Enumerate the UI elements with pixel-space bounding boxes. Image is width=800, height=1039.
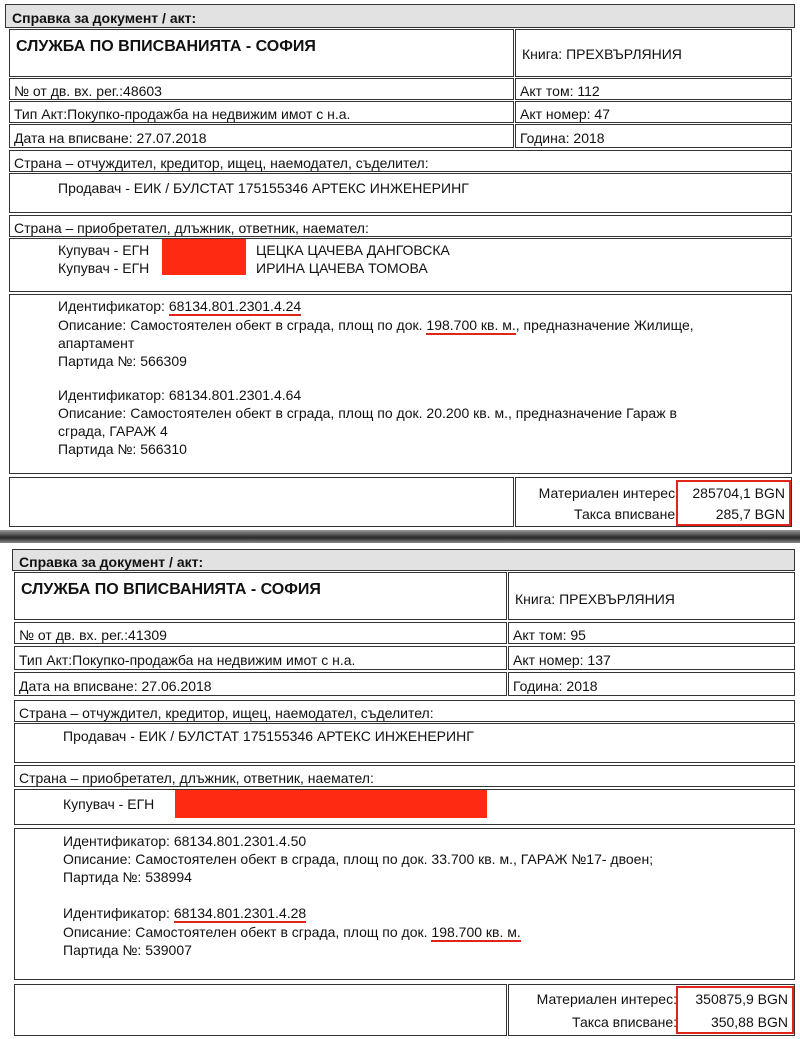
interest-value: 350875,9 BGN [695, 991, 788, 1007]
empty-cell [9, 477, 514, 527]
act-no: Акт номер: 47 [520, 106, 610, 122]
description-text-end: , предназначение Жилище, [515, 317, 694, 333]
document-2 [0, 543, 800, 1039]
description-text: Описание: Самостоятелен обект в сграда, площ по док. [58, 317, 427, 333]
party2-label: Страна – приобретател, длъжник, ответник, наемател: [19, 770, 374, 786]
act-vol-cell [508, 622, 795, 644]
property-2-lot: Партида №: 566310 [58, 441, 187, 457]
redaction-block [162, 239, 246, 275]
act-type-cell [9, 101, 514, 123]
buyer-2-prefix: Купувач - ЕГН [58, 260, 150, 276]
seller-cell [14, 723, 795, 763]
highlight-box [676, 480, 791, 526]
property-1-lot: Партида №: 538994 [63, 869, 192, 885]
seller-cell [9, 173, 792, 213]
area-underlined: 198.700 кв. м. [426, 317, 516, 333]
act-type: Тип Акт:Покупко-продажба на недвижим имот с н.а. [14, 106, 351, 122]
office-title: СЛУЖБА ПО ВПИСВАНИЯТА - СОФИЯ [21, 581, 321, 598]
fee-value: 285,7 BGN [715, 506, 785, 522]
seller: Продавач - ЕИК / БУЛСТАТ 175155346 АРТЕКС ИНЖЕНЕРИНГ [63, 728, 474, 744]
act-vol: Акт том: 95 [513, 627, 586, 643]
interest-label: Материален интерес: [536, 991, 677, 1007]
year-cell [515, 124, 792, 148]
party1-label-cell [14, 700, 795, 722]
header-title: Справка за документ / акт: [12, 10, 197, 26]
act-type-cell [14, 646, 507, 670]
property-cell [9, 294, 792, 474]
header-bar [5, 4, 795, 28]
fee-label: Такса вписване: [574, 506, 679, 522]
book-cell [508, 572, 795, 620]
highlight-box [676, 986, 794, 1034]
reg-no-cell [14, 622, 507, 644]
entry-date: Дата на вписване: 27.07.2018 [14, 130, 207, 146]
book-label: Книга: ПРЕХВЪРЛЯНИЯ [522, 46, 682, 62]
interest-label: Материален интерес: [538, 485, 679, 501]
reg-no: № от дв. вх. рег.:41309 [19, 627, 167, 643]
property-2-lot: Партида №: 539007 [63, 942, 192, 958]
header-bar [12, 549, 795, 571]
property-1-description: Описание: Самостоятелен обект в сграда, площ по док. 33.700 кв. м., ГАРАЖ №17- двоен; [63, 851, 654, 867]
entry-date: Дата на вписване: 27.06.2018 [19, 678, 212, 694]
property-cell [14, 828, 795, 980]
act-no-cell [515, 101, 792, 123]
fees-cell [515, 477, 792, 527]
act-vol: Акт том: 112 [520, 83, 600, 99]
reg-no: № от дв. вх. рег.:48603 [14, 83, 162, 99]
fee-value: 350,88 BGN [710, 1014, 788, 1030]
identifier-underlined: 68134.801.2301.4.24 [168, 298, 302, 314]
fees-cell [508, 984, 795, 1036]
act-no: Акт номер: 137 [513, 652, 611, 668]
buyer-1-prefix: Купувач - ЕГН [63, 796, 155, 812]
identifier-underlined: 68134.801.2301.4.28 [173, 905, 307, 921]
office-cell [14, 572, 507, 620]
act-no-cell [508, 646, 795, 670]
date-cell [14, 672, 507, 696]
party1-label-cell [9, 150, 792, 172]
property-2-identifier [63, 905, 306, 921]
property-1-lot: Партида №: 566309 [58, 353, 187, 369]
buyer-2-name: ИРИНА ЦАЧЕВА ТОМОВА [256, 260, 428, 276]
reg-no-cell [9, 78, 514, 100]
date-cell [9, 124, 514, 148]
header-title: Справка за документ / акт: [19, 554, 204, 570]
fee-label: Такса вписване: [572, 1014, 677, 1030]
year: Година: 2018 [513, 678, 598, 694]
property-2-description [63, 924, 521, 940]
empty-cell [14, 984, 507, 1036]
property-2-identifier: Идентификатор: 68134.801.2301.4.64 [58, 387, 302, 403]
book-label: Книга: ПРЕХВЪРЛЯНИЯ [515, 591, 675, 607]
description-text: Описание: Самостоятелен обект в сграда, площ по док. [63, 924, 432, 940]
party2-label-cell [14, 765, 795, 787]
property-2-description: Описание: Самостоятелен обект в сграда, площ по док. 20.200 кв. м., предназначение Гараж в [58, 405, 677, 421]
seller: Продавач - ЕИК / БУЛСТАТ 175155346 АРТЕКС ИНЖЕНЕРИНГ [58, 180, 469, 196]
identifier-label: Идентификатор: [63, 905, 174, 921]
office-cell [9, 29, 514, 77]
office-title: СЛУЖБА ПО ВПИСВАНИЯТА - СОФИЯ [16, 38, 316, 55]
year-cell [508, 672, 795, 696]
area-underlined: 198.700 кв. м. [431, 924, 521, 940]
property-1-description [58, 317, 694, 333]
property-1-description-cont: апартамент [58, 335, 135, 351]
buyer-1-name: ЦЕЦКА ЦАЧЕВА ДАНГОВСКА [256, 242, 450, 258]
buyers-cell [9, 238, 792, 292]
buyer-1-prefix: Купувач - ЕГН [58, 242, 150, 258]
property-1-identifier [58, 298, 301, 314]
party1-label: Страна – отчуждител, кредитор, ищец, наемодател, съделител: [14, 155, 429, 171]
identifier-label: Идентификатор: [58, 298, 169, 314]
property-1-identifier: Идентификатор: 68134.801.2301.4.50 [63, 833, 307, 849]
redaction-block [175, 790, 487, 818]
act-vol-cell [515, 78, 792, 100]
party1-label: Страна – отчуждител, кредитор, ищец, наемодател, съделител: [19, 705, 434, 721]
year: Година: 2018 [520, 130, 605, 146]
book-cell [515, 29, 792, 77]
sheet-divider [0, 530, 800, 543]
party2-label: Страна – приобретател, длъжник, ответник, наемател: [14, 220, 369, 236]
buyers-cell [14, 789, 795, 825]
interest-value: 285704,1 BGN [692, 485, 785, 501]
act-type: Тип Акт:Покупко-продажба на недвижим имот с н.а. [19, 652, 356, 668]
party2-label-cell [9, 215, 792, 237]
property-2-description-cont: сграда, ГАРАЖ 4 [58, 423, 168, 439]
